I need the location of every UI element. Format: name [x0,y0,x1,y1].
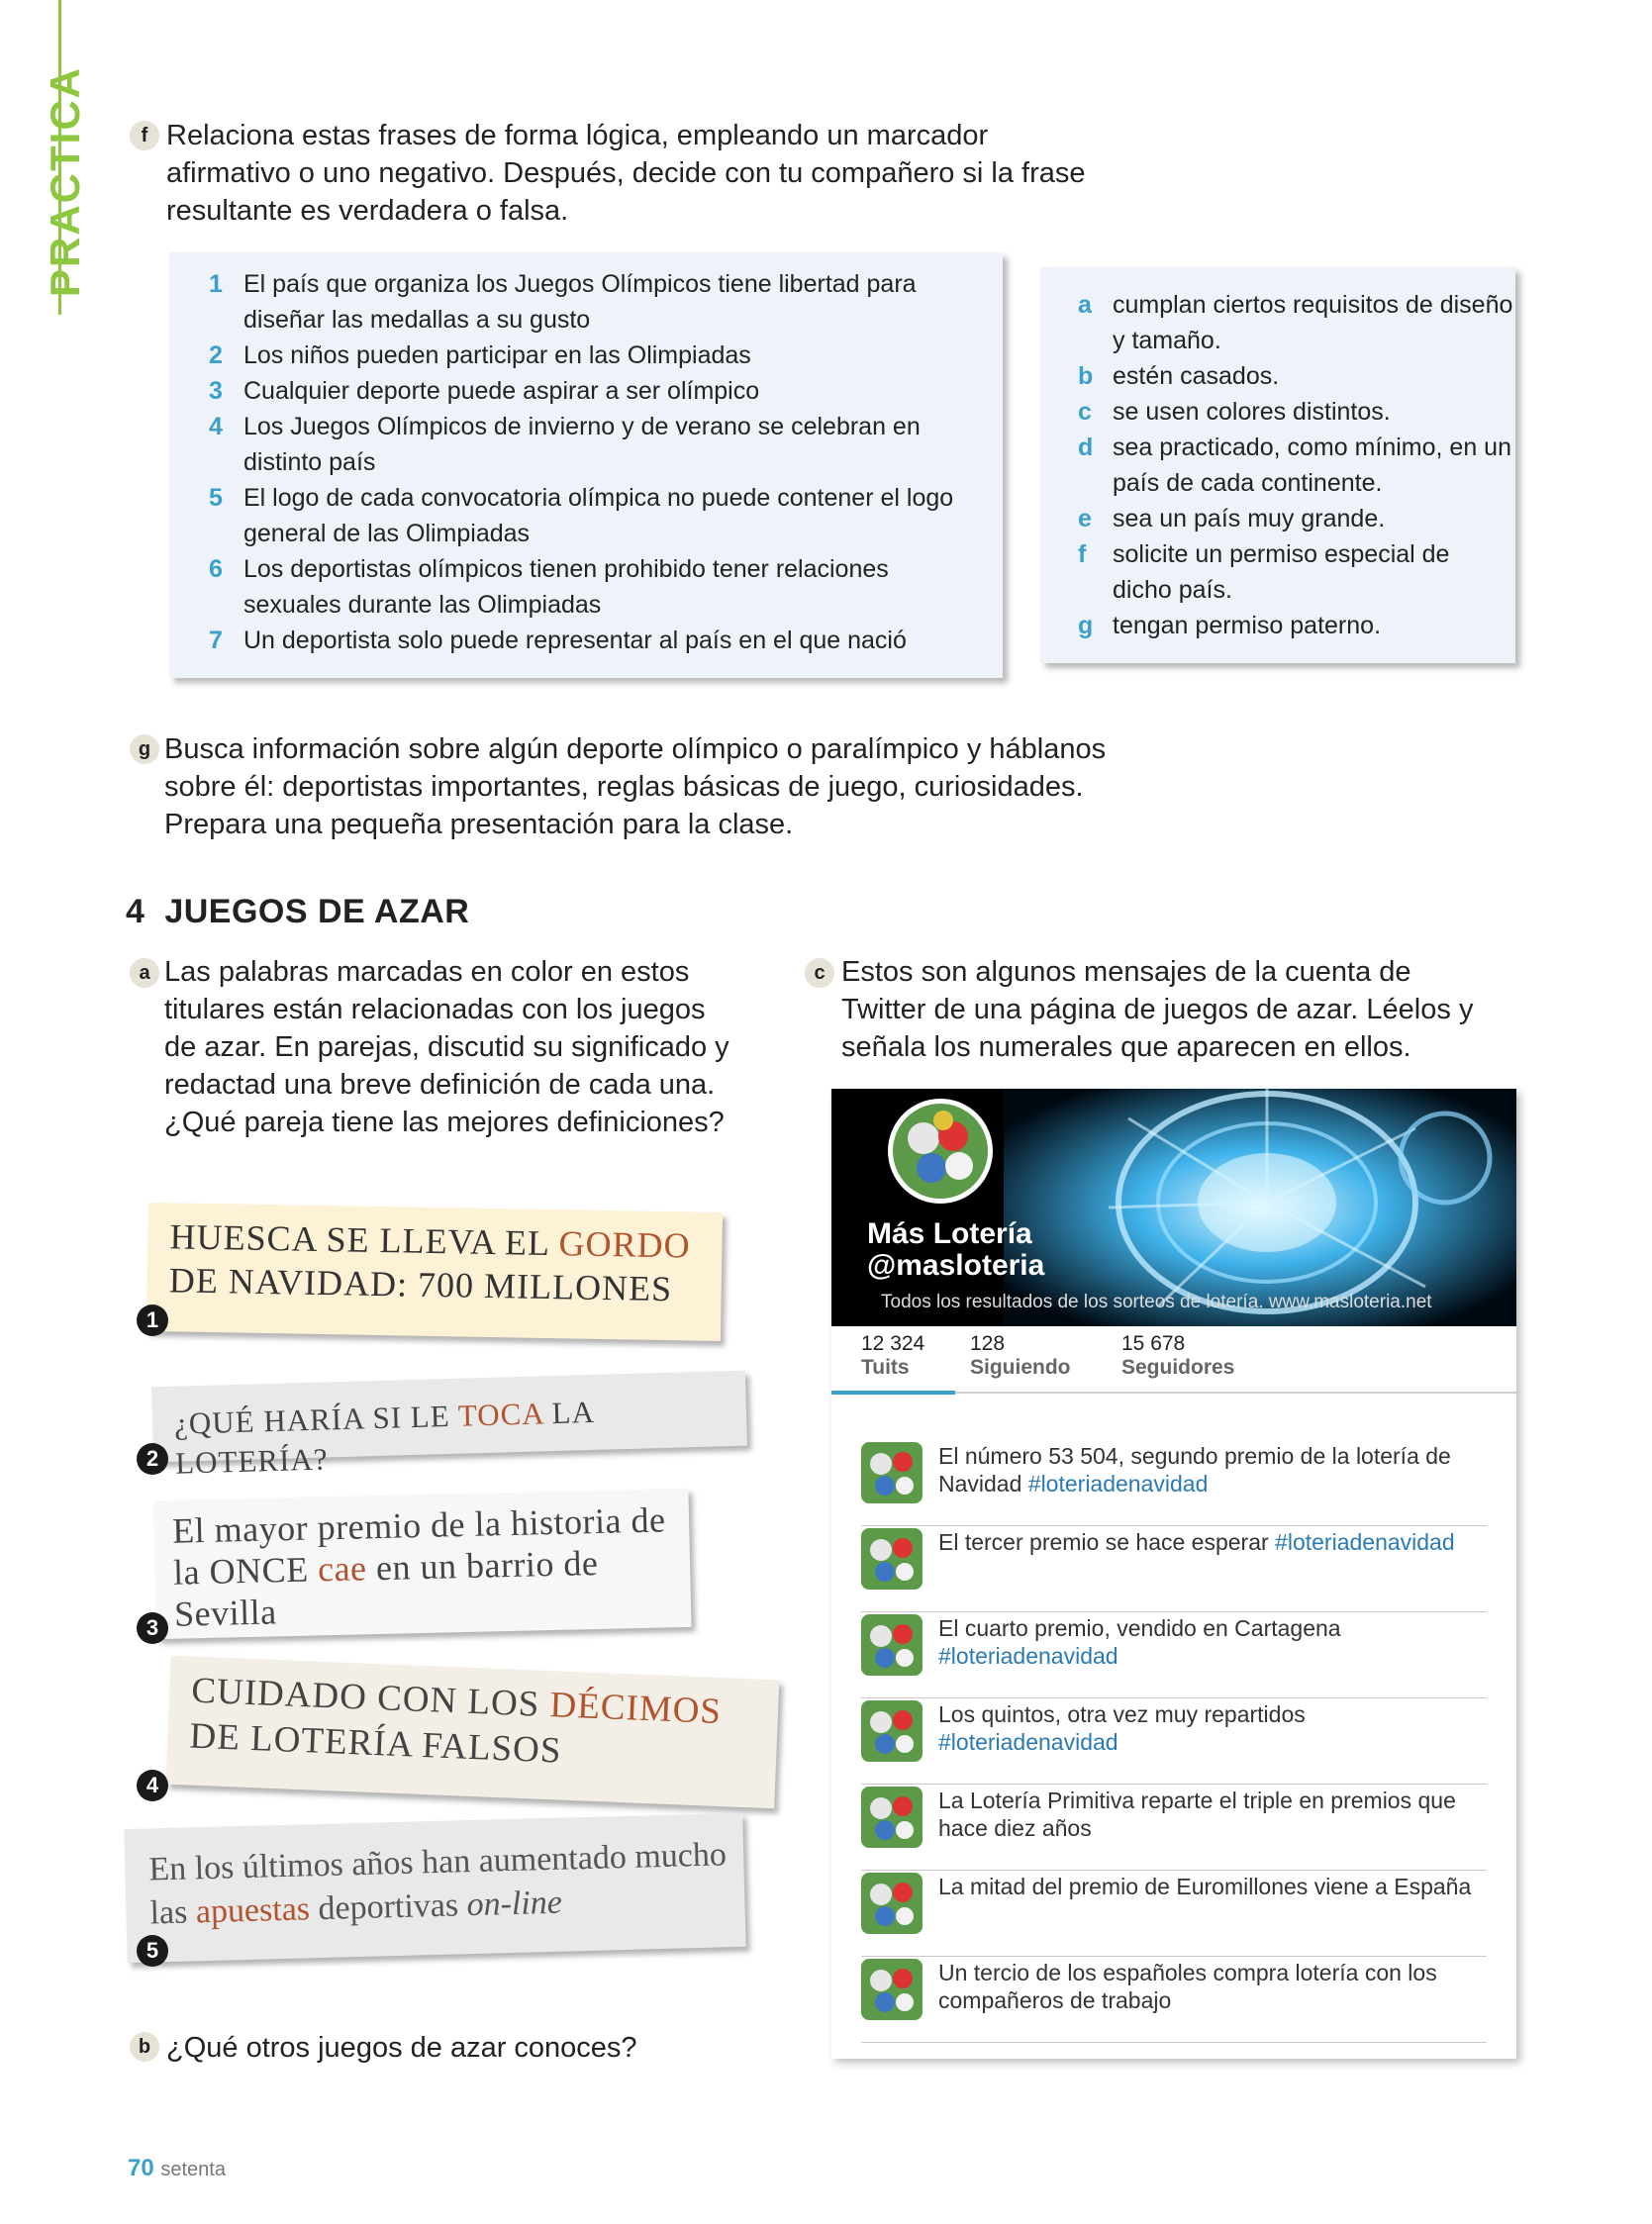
tweet-avatar-icon [861,1614,923,1676]
stat-tweets-label: Tuits [861,1356,910,1379]
beginning-item-text: El país que organiza los Juegos Olímpicos tiene libertad para diseñar las medallas a su gusto [243,270,917,334]
headline-3-text-after: en un barrio de Sevilla [173,1542,599,1634]
headline-5-text-after: deportivas [309,1886,468,1928]
task-a-instructions: Las palabras marcadas en color en estos titulares están relacionadas con los juegos de azar. En parejas, discutid su significado y redactad una breve definición de cada una. ¿Qué pareja tiene las mejores definiciones? [164,956,729,1138]
headline-3-text-before: El mayor premio de la historia de la ONCE [171,1499,666,1593]
page-word: setenta [160,2159,226,2180]
beginning-item-number: 3 [209,377,223,405]
stat-followers-count: 15 678 [1121,1332,1186,1355]
headline-4-text-after: DE LOTERÍA FALSOS [188,1715,563,1772]
page-number: 70 [128,2155,154,2181]
tweet-body: La Lotería Primitiva reparte el triple en premios que hace diez años [938,1788,1456,1841]
tweet-text [938,1614,1487,1670]
sentence-endings-list [1078,287,1513,643]
tweet-body: El tercer premio se hace esperar [938,1529,1276,1555]
tweet-avatar-icon [861,1787,923,1848]
beginning-item [209,338,981,373]
headline-4-marked-word: DÉCIMOS [548,1685,723,1733]
task-b-badge: b [130,2032,159,2062]
ending-item-text: solicite un permiso especial de dicho país. [1113,540,1450,604]
ending-item-number: e [1078,505,1092,532]
tweet-text [938,1873,1471,1900]
beginning-item [209,409,981,480]
ending-item [1078,358,1513,394]
beginning-item [209,551,981,623]
ending-item-number: d [1078,434,1094,461]
beginning-item-text: El logo de cada convocatoria olímpica no puede contener el logo general de las Olimpiadas [243,484,954,547]
tweet[interactable] [861,1871,1487,1957]
tweet-text [938,1442,1487,1498]
page-footer [128,2155,226,2182]
task-f-instructions: Relaciona estas frases de forma lógica, empleando un marcador afirmativo o uno negativo. Después, decide con tu compañero si la frase resultante es verdadera o falsa. [166,120,1086,227]
task-b-instructions: ¿Qué otros juegos de azar conoces? [166,2032,637,2064]
twitter-header-banner [831,1089,1516,1326]
headline-1-text-after: DE NAVIDAD: 700 MILLONES [168,1260,673,1309]
stat-followers[interactable] [1121,1332,1234,1380]
ending-item-text: sea practicado, como mínimo, en un país de cada continente. [1113,434,1511,497]
ending-item [1078,536,1513,608]
tweet-avatar-icon [861,1700,923,1762]
ending-item-number: c [1078,398,1092,426]
stat-tweets-count: 12 324 [861,1332,925,1355]
lottery-balls-icon [888,1099,993,1204]
ending-item [1078,430,1513,501]
headline-5 [124,1813,745,1963]
beginning-item-text: Los Juegos Olímpicos de invierno y de verano se celebran en distinto país [243,413,921,476]
headline-5-text-before: En los últimos años han aumentado mucho las [147,1836,728,1932]
tweet-text [938,1528,1455,1556]
ending-item-text: cumplan ciertos requisitos de diseño y tamaño. [1113,291,1513,354]
beginning-item [209,266,981,338]
task-f-badge: f [130,121,159,150]
beginning-item [209,373,981,409]
tweet-avatar-icon [861,1442,923,1503]
tweet-body: El cuarto premio, vendido en Cartagena [938,1615,1341,1641]
tweet-body: La mitad del premio de Euromillones viene a España [938,1874,1472,1899]
task-c-instructions: Estos son algunos mensajes de la cuenta de Twitter de una página de juegos de azar. Léelos y señala los numerales que aparecen en ellos. [841,956,1474,1063]
stat-following[interactable] [970,1332,1071,1380]
stat-followers-label: Seguidores [1121,1356,1235,1379]
task-a-badge: a [130,958,159,988]
task-g-instructions: Busca información sobre algún deporte olímpico o paralímpico y háblanos sobre él: deportistas importantes, reglas básicas de juego, curiosidades. Prepara una pequeña presentación para la clase. [164,733,1107,840]
tweet[interactable] [861,1440,1487,1526]
headline-1-number: 1 [137,1305,168,1336]
tweet-hashtag[interactable]: #loteriadenavidad [1275,1529,1455,1555]
headline-2-text-before: ¿QUÉ HARÍA SI LE [173,1398,459,1441]
tweet[interactable] [861,1526,1487,1612]
headline-1-text-before: HUESCA SE LLEVA EL [169,1216,559,1264]
headline-4-number: 4 [137,1770,168,1801]
tweet-body: El número 53 504, segundo premio de la lotería de Navidad [938,1443,1451,1497]
headline-2-marked-word: TOCA [457,1396,544,1433]
ending-item-number: f [1078,540,1087,568]
profile-bio: Todos los resultados de los sorteos de lotería. www.masloteria.net [881,1292,1432,1312]
ending-item-text: tengan permiso paterno. [1113,612,1382,639]
sentence-endings-box [1040,267,1515,663]
headline-5-number: 5 [137,1935,168,1967]
headline-2 [151,1371,747,1481]
section-number: 4 [126,893,146,930]
profile-name: Más Lotería [867,1217,1032,1250]
tweet-hashtag[interactable]: #loteriadenavidad [1027,1471,1209,1497]
beginning-item-text: Cualquier deporte puede aspirar a ser olímpico [243,377,760,405]
tweet[interactable] [861,1612,1487,1698]
task-g-badge: g [130,734,159,764]
headline-2-number: 2 [137,1443,168,1475]
tweet-avatar-icon [861,1873,923,1934]
stat-tweets[interactable] [861,1332,924,1380]
ending-item-text: estén casados. [1113,362,1280,390]
section-title [126,893,469,931]
headline-5-marked-word: apuestas [195,1890,311,1931]
tweet-text [938,1959,1487,2014]
headline-4 [166,1656,780,1809]
tweet[interactable] [861,1957,1487,2043]
tweet-text [938,1700,1487,1756]
tweet-body: Un tercio de los españoles compra lotería con los compañeros de trabajo [938,1960,1437,2013]
tweet[interactable] [861,1785,1487,1871]
beginning-item-number: 1 [209,270,223,298]
ending-item-text: se usen colores distintos. [1113,398,1391,426]
headline-5-italic-word: on-line [466,1884,563,1924]
ending-item-number: b [1078,362,1094,390]
ending-item-text: sea un país muy grande. [1113,505,1386,532]
headline-4-text-before: CUIDADO CON LOS [190,1670,551,1726]
ending-item [1078,501,1513,536]
ending-item-number: g [1078,612,1094,639]
beginning-item-number: 6 [209,555,223,583]
beginning-item-number: 5 [209,484,223,512]
section-side-label: PRACTICA [42,66,88,297]
tweet-hashtag[interactable]: #loteriadenavidad [938,1729,1118,1755]
beginning-item-text: Los deportistas olímpicos tienen prohibido tener relaciones sexuales durante las Olimpiadas [243,555,889,619]
section-heading: JUEGOS DE AZAR [164,893,470,930]
beginning-item-number: 4 [209,413,223,440]
ending-item [1078,608,1513,643]
ending-item [1078,394,1513,430]
beginning-item-number: 7 [209,627,223,654]
twitter-profile-panel [831,1089,1516,2059]
sentence-beginnings-box [169,252,1003,678]
stat-following-count: 128 [970,1332,1006,1355]
headline-1 [146,1203,723,1341]
tweet-text [938,1787,1487,1842]
ending-item-number: a [1078,291,1092,319]
tweet-list [861,1440,1487,2043]
task-c-badge: c [805,958,834,988]
beginning-item [209,623,981,658]
beginning-item-text: Un deportista solo puede representar al país en el que nació [243,627,907,654]
ending-item [1078,287,1513,358]
active-tab-indicator [831,1391,955,1395]
tweet[interactable] [861,1698,1487,1785]
profile-avatar[interactable] [888,1099,993,1204]
sentence-beginnings-list [209,266,981,658]
profile-handle: @masloteria [867,1249,1045,1282]
headline-3-marked-word: cae [317,1548,367,1590]
tweet-avatar-icon [861,1528,923,1590]
headline-2-text-after: LA LOTERÍA? [174,1394,594,1481]
tweet-avatar-icon [861,1959,923,2020]
beginning-item-text: Los niños pueden participar en las Olimpiadas [243,341,751,369]
tweet-hashtag[interactable]: #loteriadenavidad [938,1643,1118,1669]
tweet-body: Los quintos, otra vez muy repartidos [938,1701,1306,1727]
headline-3 [153,1489,691,1639]
beginning-item [209,480,981,551]
beginning-item-number: 2 [209,341,223,369]
headline-1-marked-word: GORDO [558,1223,691,1266]
headline-3-number: 3 [137,1612,168,1644]
stat-following-label: Siguiendo [970,1356,1071,1379]
